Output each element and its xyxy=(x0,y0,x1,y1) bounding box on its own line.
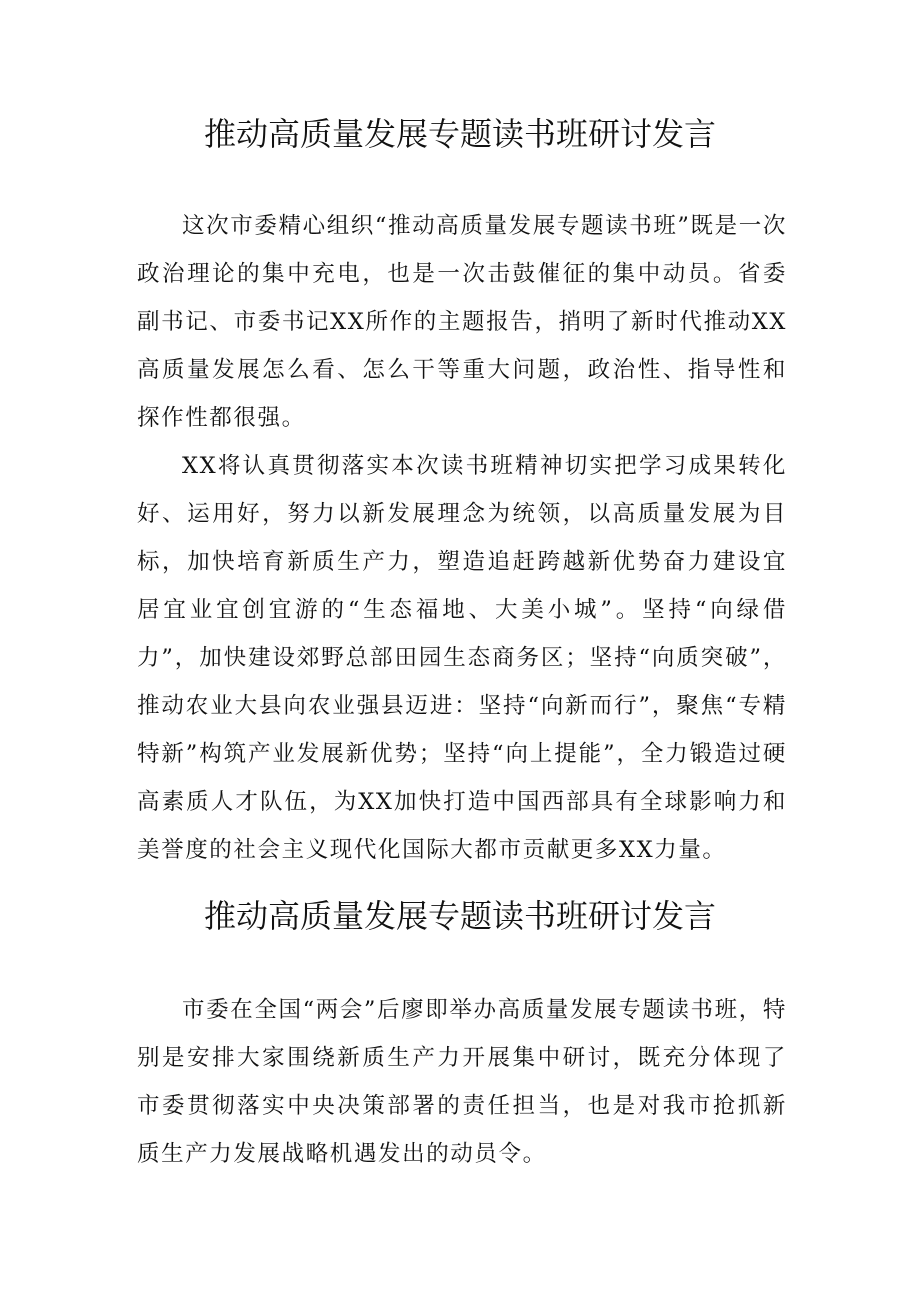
paragraph: XX将认真贯彻落实本次读书班精神切实把学习成果转化好、运用好，努力以新发展理念为统领，以高质量发展为目标，加快培育新质生产力，塑造追赶跨越新优势奋力建设宜居宜业宜创宜游的“生态福地、大美小城”。坚持“向绿借力”，加快建设郊野总部田园生态商务区；坚持“向质突破”，推动农业大县向农业强县迈进：坚持“向新而行”，聚焦“专精特新”构筑产业发展新优势；坚持“向上提能”，全力锻造过硬高素质人才队伍，为XX加快打造中国西部具有全球影响力和美誉度的社会主义现代化国际大都市贡献更多XX力量。 xyxy=(137,453,787,863)
paragraph: 市委在全国“两会”后廖即举办高质量发展专题读书班，特别是安排大家围绕新质生产力开展集中研讨，既充分体现了市委贯彻落实中央决策部署的责任担当，也是对我市抢抓新质生产力发展战略机遇发出的动员令。 xyxy=(137,997,787,1167)
article-body xyxy=(137,986,787,1178)
article-title: 推动高质量发展专题读书班研讨发言 xyxy=(203,897,716,935)
article-section-1 xyxy=(0,108,920,863)
article-body xyxy=(137,202,787,874)
paragraph: 这次市委精心组织“推动高质量发展专题读书班”既是一次政治理论的集中充电，也是一次击鼓催征的集中动员。省委副书记、市委书记XX所作的主题报告，捎明了新时代推动XX高质量发展怎么看、怎么干等重大问题，政治性、指导性和探作性都很强。 xyxy=(137,213,787,431)
article-section-2 xyxy=(0,890,920,1167)
article-title: 推动高质量发展专题读书班研讨发言 xyxy=(203,115,716,153)
